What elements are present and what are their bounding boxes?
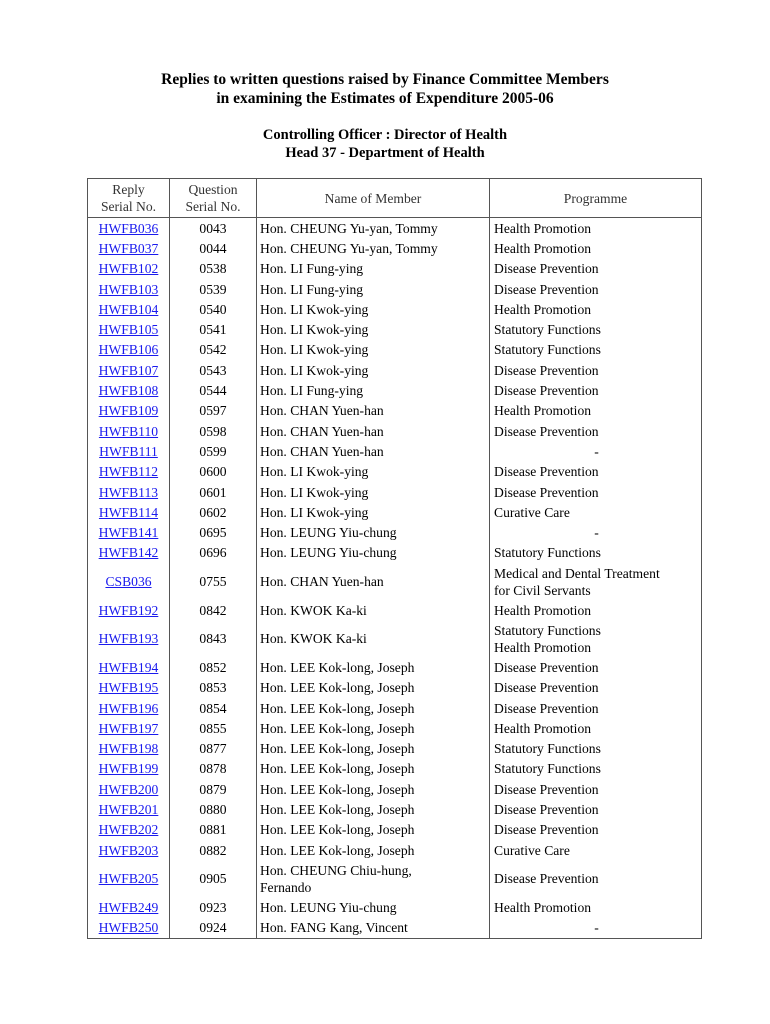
table-row [88, 698, 702, 718]
table-row [88, 238, 702, 258]
question-serial-cell: 0044 [170, 238, 257, 258]
table-row [88, 840, 702, 860]
table-row [88, 678, 702, 698]
programme-cell [490, 860, 702, 897]
table-row [88, 600, 702, 620]
reply-serial-link[interactable]: HWFB036 [98, 220, 159, 236]
question-serial-cell: 0853 [170, 678, 257, 698]
reply-serial-link[interactable]: HWFB200 [98, 781, 159, 797]
programme-cell [490, 759, 702, 779]
table-row [88, 299, 702, 319]
reply-serial-cell [88, 421, 170, 441]
programme-line: Statutory Functions [494, 342, 601, 358]
table-row [88, 759, 702, 779]
member-name-cell: Hon. KWOK Ka-ki [257, 600, 490, 620]
member-name-cell: Hon. LI Kwok-ying [257, 502, 490, 522]
reply-serial-cell [88, 563, 170, 600]
programme-line: Medical and Dental Treatment [494, 565, 660, 581]
reply-serial-link[interactable]: HWFB105 [98, 322, 159, 338]
programme-cell [490, 441, 702, 461]
programme-cell [490, 739, 702, 759]
question-serial-cell: 0843 [170, 620, 257, 657]
title-line-1: Replies to written questions raised by Finance Committee Members [161, 71, 609, 88]
table-row [88, 799, 702, 819]
programme-line: - [594, 443, 599, 459]
table-row [88, 462, 702, 482]
question-serial-cell: 0695 [170, 522, 257, 542]
member-name-cell: Hon. LEUNG Yiu-chung [257, 522, 490, 542]
programme-cell [490, 259, 702, 279]
reply-serial-cell [88, 739, 170, 759]
table-row [88, 779, 702, 799]
programme-cell [490, 600, 702, 620]
reply-serial-cell [88, 360, 170, 380]
question-serial-cell: 0043 [170, 218, 257, 239]
programme-line: Curative Care [494, 504, 570, 520]
member-name-cell: Hon. CHEUNG Yu-yan, Tommy [257, 238, 490, 258]
question-serial-cell: 0602 [170, 502, 257, 522]
programme-line: Curative Care [494, 842, 570, 858]
reply-serial-link[interactable]: HWFB109 [98, 403, 159, 419]
programme-line: Disease Prevention [494, 680, 599, 696]
question-serial-cell: 0598 [170, 421, 257, 441]
reply-serial-cell [88, 482, 170, 502]
reply-serial-cell [88, 600, 170, 620]
reply-serial-link[interactable]: HWFB192 [98, 602, 159, 618]
reply-serial-cell [88, 759, 170, 779]
reply-serial-link[interactable]: HWFB110 [98, 423, 159, 439]
programme-line: Disease Prevention [494, 484, 599, 500]
member-name-cell: Hon. LEE Kok-long, Joseph [257, 678, 490, 698]
reply-serial-link[interactable]: HWFB142 [98, 545, 159, 561]
reply-serial-cell [88, 319, 170, 339]
programme-line: - [594, 525, 599, 541]
reply-serial-link[interactable]: HWFB202 [98, 822, 159, 838]
table-row [88, 657, 702, 677]
programme-cell [490, 462, 702, 482]
question-serial-cell: 0854 [170, 698, 257, 718]
reply-serial-link[interactable]: HWFB112 [98, 464, 159, 480]
question-serial-cell: 0539 [170, 279, 257, 299]
question-serial-cell: 0601 [170, 482, 257, 502]
programme-cell [490, 620, 702, 657]
member-name-cell: Hon. LEE Kok-long, Joseph [257, 657, 490, 677]
header-member-name: Name of Member [257, 179, 490, 218]
reply-serial-link[interactable]: HWFB201 [98, 802, 159, 818]
programme-line: Disease Prevention [494, 423, 599, 439]
header-question-serial: Question Serial No. [170, 179, 257, 218]
controlling-officer: Controlling Officer : Director of Health [262, 127, 508, 143]
member-name-cell: Hon. CHAN Yuen-han [257, 401, 490, 421]
reply-serial-cell [88, 299, 170, 319]
reply-serial-cell [88, 340, 170, 360]
reply-serial-link[interactable]: HWFB195 [98, 680, 159, 696]
table-row [88, 543, 702, 563]
table-body [88, 218, 702, 939]
programme-line: Disease Prevention [494, 261, 599, 277]
member-name-cell: Hon. LEUNG Yiu-chung [257, 543, 490, 563]
table-row [88, 860, 702, 897]
reply-serial-link[interactable]: HWFB194 [98, 659, 159, 675]
programme-line: Disease Prevention [494, 383, 599, 399]
member-name-cell: Hon. FANG Kang, Vincent [257, 918, 490, 939]
reply-serial-link[interactable]: HWFB249 [98, 899, 159, 915]
programme-line: Disease Prevention [494, 464, 599, 480]
table-row [88, 380, 702, 400]
table-header-row [88, 179, 702, 218]
table-row [88, 279, 702, 299]
question-serial-cell: 0540 [170, 299, 257, 319]
programme-cell [490, 918, 702, 939]
member-name-cell [257, 860, 490, 897]
programme-cell [490, 401, 702, 421]
reply-serial-cell [88, 897, 170, 917]
question-serial-cell: 0923 [170, 897, 257, 917]
programme-line: Health Promotion [494, 639, 592, 655]
member-name-cell: Hon. LEE Kok-long, Joseph [257, 799, 490, 819]
programme-line: Disease Prevention [494, 700, 599, 716]
member-name-cell: Hon. LEE Kok-long, Joseph [257, 820, 490, 840]
reply-serial-cell [88, 218, 170, 239]
table-row [88, 522, 702, 542]
page-title [0, 70, 770, 108]
question-serial-cell: 0755 [170, 563, 257, 600]
programme-cell [490, 522, 702, 542]
member-name-cell: Hon. CHEUNG Yu-yan, Tommy [257, 218, 490, 239]
programme-line: Disease Prevention [494, 362, 599, 378]
reply-serial-cell [88, 718, 170, 738]
reply-serial-link[interactable]: CSB036 [105, 574, 152, 590]
reply-serial-link[interactable]: HWFB196 [98, 700, 159, 716]
reply-serial-cell [88, 401, 170, 421]
reply-serial-cell [88, 657, 170, 677]
question-serial-cell: 0877 [170, 739, 257, 759]
title-line-2: in examining the Estimates of Expenditure 2005-06 [216, 90, 554, 107]
member-name-cell: Hon. LI Kwok-ying [257, 462, 490, 482]
header-reply-serial: Reply Serial No. [88, 179, 170, 218]
question-serial-cell: 0600 [170, 462, 257, 482]
member-name-cell: Hon. LI Kwok-ying [257, 482, 490, 502]
reply-serial-cell [88, 238, 170, 258]
member-name-cell: Hon. LEE Kok-long, Joseph [257, 698, 490, 718]
member-name-cell: Hon. CHAN Yuen-han [257, 563, 490, 600]
programme-line: for Civil Servants [494, 582, 591, 598]
programme-cell [490, 718, 702, 738]
reply-serial-cell [88, 918, 170, 939]
reply-serial-cell [88, 698, 170, 718]
programme-cell [490, 340, 702, 360]
programme-line: Disease Prevention [494, 659, 599, 675]
programme-line: Disease Prevention [494, 781, 599, 797]
question-serial-cell: 0882 [170, 840, 257, 860]
table-row [88, 360, 702, 380]
programme-line: Statutory Functions [494, 545, 601, 561]
question-serial-cell: 0696 [170, 543, 257, 563]
table-row [88, 340, 702, 360]
programme-cell [490, 698, 702, 718]
programme-line: Disease Prevention [494, 802, 599, 818]
header-programme: Programme [490, 179, 702, 218]
member-name-cell: Hon. LI Kwok-ying [257, 319, 490, 339]
reply-serial-cell [88, 462, 170, 482]
programme-cell [490, 360, 702, 380]
programme-line: Disease Prevention [494, 822, 599, 838]
reply-serial-link[interactable]: HWFB141 [98, 525, 159, 541]
question-serial-cell: 0924 [170, 918, 257, 939]
question-serial-cell: 0879 [170, 779, 257, 799]
reply-serial-link[interactable]: HWFB111 [99, 443, 158, 459]
table-row [88, 718, 702, 738]
reply-serial-link[interactable]: HWFB199 [98, 761, 159, 777]
reply-serial-cell [88, 279, 170, 299]
programme-line: Disease Prevention [494, 281, 599, 297]
member-name-cell: Hon. CHAN Yuen-han [257, 441, 490, 461]
reply-serial-link[interactable]: HWFB197 [98, 720, 159, 736]
reply-serial-link[interactable]: HWFB104 [98, 301, 159, 317]
programme-line: Health Promotion [494, 301, 592, 317]
question-serial-cell: 0842 [170, 600, 257, 620]
reply-serial-cell [88, 380, 170, 400]
programme-line: Statutory Functions [494, 322, 601, 338]
member-name-cell: Hon. LEE Kok-long, Joseph [257, 739, 490, 759]
programme-cell [490, 799, 702, 819]
reply-serial-cell [88, 522, 170, 542]
reply-serial-cell [88, 840, 170, 860]
programme-cell [490, 678, 702, 698]
question-serial-cell: 0544 [170, 380, 257, 400]
question-serial-cell: 0880 [170, 799, 257, 819]
programme-cell [490, 502, 702, 522]
reply-serial-cell [88, 678, 170, 698]
programme-cell [490, 657, 702, 677]
question-serial-cell: 0542 [170, 340, 257, 360]
table-row [88, 401, 702, 421]
question-serial-cell: 0905 [170, 860, 257, 897]
reply-serial-link[interactable]: HWFB103 [98, 281, 159, 297]
programme-line: Health Promotion [494, 602, 592, 618]
programme-line: Statutory Functions [494, 741, 601, 757]
member-name-cell: Hon. LEE Kok-long, Joseph [257, 759, 490, 779]
programme-cell [490, 380, 702, 400]
member-name-cell: Hon. LEUNG Yiu-chung [257, 897, 490, 917]
reply-serial-link[interactable]: HWFB193 [98, 631, 159, 647]
member-name-cell: Hon. LI Fung-ying [257, 279, 490, 299]
programme-line: Health Promotion [494, 403, 592, 419]
member-name-cell: Hon. LI Kwok-ying [257, 340, 490, 360]
table-row [88, 421, 702, 441]
reply-serial-link[interactable]: HWFB037 [98, 240, 159, 256]
reply-serial-link[interactable]: HWFB106 [98, 342, 159, 358]
member-name-cell: Hon. LI Kwok-ying [257, 360, 490, 380]
table-row [88, 563, 702, 600]
table-row [88, 897, 702, 917]
programme-cell [490, 319, 702, 339]
reply-serial-link[interactable]: HWFB203 [98, 842, 159, 858]
table-row [88, 319, 702, 339]
table-row [88, 739, 702, 759]
question-serial-cell: 0878 [170, 759, 257, 779]
table-row [88, 218, 702, 239]
reply-serial-cell [88, 502, 170, 522]
programme-cell [490, 779, 702, 799]
reply-serial-link[interactable]: HWFB198 [98, 741, 159, 757]
question-serial-cell: 0543 [170, 360, 257, 380]
programme-cell [490, 840, 702, 860]
programme-cell [490, 482, 702, 502]
member-name-cell: Hon. LEE Kok-long, Joseph [257, 718, 490, 738]
programme-cell [490, 218, 702, 239]
reply-serial-cell [88, 441, 170, 461]
programme-cell [490, 279, 702, 299]
member-name-line: Fernando [260, 879, 312, 895]
programme-line: Statutory Functions [494, 761, 601, 777]
reply-serial-cell [88, 820, 170, 840]
programme-line: Health Promotion [494, 220, 592, 236]
reply-serial-link[interactable]: HWFB250 [98, 920, 159, 936]
question-serial-cell: 0881 [170, 820, 257, 840]
programme-line: Health Promotion [494, 240, 592, 256]
programme-line: Statutory Functions [494, 622, 601, 638]
table-row [88, 482, 702, 502]
programme-cell [490, 421, 702, 441]
reply-serial-link[interactable]: HWFB113 [98, 484, 159, 500]
question-serial-cell: 0597 [170, 401, 257, 421]
table-row [88, 441, 702, 461]
reply-serial-link[interactable]: HWFB205 [98, 871, 159, 887]
table-row [88, 259, 702, 279]
question-serial-cell: 0855 [170, 718, 257, 738]
table-row [88, 918, 702, 939]
reply-serial-link[interactable]: HWFB108 [98, 383, 159, 399]
programme-cell [490, 563, 702, 600]
replies-table [87, 178, 702, 939]
programme-line: - [594, 920, 599, 936]
member-name-cell: Hon. LI Fung-ying [257, 380, 490, 400]
programme-cell [490, 299, 702, 319]
reply-serial-link[interactable]: HWFB102 [98, 261, 159, 277]
member-name-cell: Hon. LI Kwok-ying [257, 299, 490, 319]
member-name-cell: Hon. KWOK Ka-ki [257, 620, 490, 657]
programme-cell [490, 820, 702, 840]
question-serial-cell: 0852 [170, 657, 257, 677]
sub-title [0, 126, 770, 162]
programme-cell [490, 238, 702, 258]
programme-line: Disease Prevention [494, 871, 599, 887]
reply-serial-cell [88, 860, 170, 897]
question-serial-cell: 0538 [170, 259, 257, 279]
head-department: Head 37 - Department of Health [285, 145, 485, 161]
reply-serial-cell [88, 799, 170, 819]
question-serial-cell: 0599 [170, 441, 257, 461]
question-serial-cell: 0541 [170, 319, 257, 339]
reply-serial-cell [88, 543, 170, 563]
member-name-cell: Hon. LEE Kok-long, Joseph [257, 840, 490, 860]
programme-cell [490, 897, 702, 917]
reply-serial-cell [88, 620, 170, 657]
table-row [88, 502, 702, 522]
table-row [88, 820, 702, 840]
programme-line: Health Promotion [494, 899, 592, 915]
member-name-line: Hon. CHEUNG Chiu-hung, [260, 862, 412, 878]
table-row [88, 620, 702, 657]
member-name-cell: Hon. CHAN Yuen-han [257, 421, 490, 441]
reply-serial-link[interactable]: HWFB107 [98, 362, 159, 378]
reply-serial-cell [88, 779, 170, 799]
programme-cell [490, 543, 702, 563]
member-name-cell: Hon. LEE Kok-long, Joseph [257, 779, 490, 799]
member-name-cell: Hon. LI Fung-ying [257, 259, 490, 279]
reply-serial-cell [88, 259, 170, 279]
programme-line: Health Promotion [494, 720, 592, 736]
reply-serial-link[interactable]: HWFB114 [98, 504, 159, 520]
